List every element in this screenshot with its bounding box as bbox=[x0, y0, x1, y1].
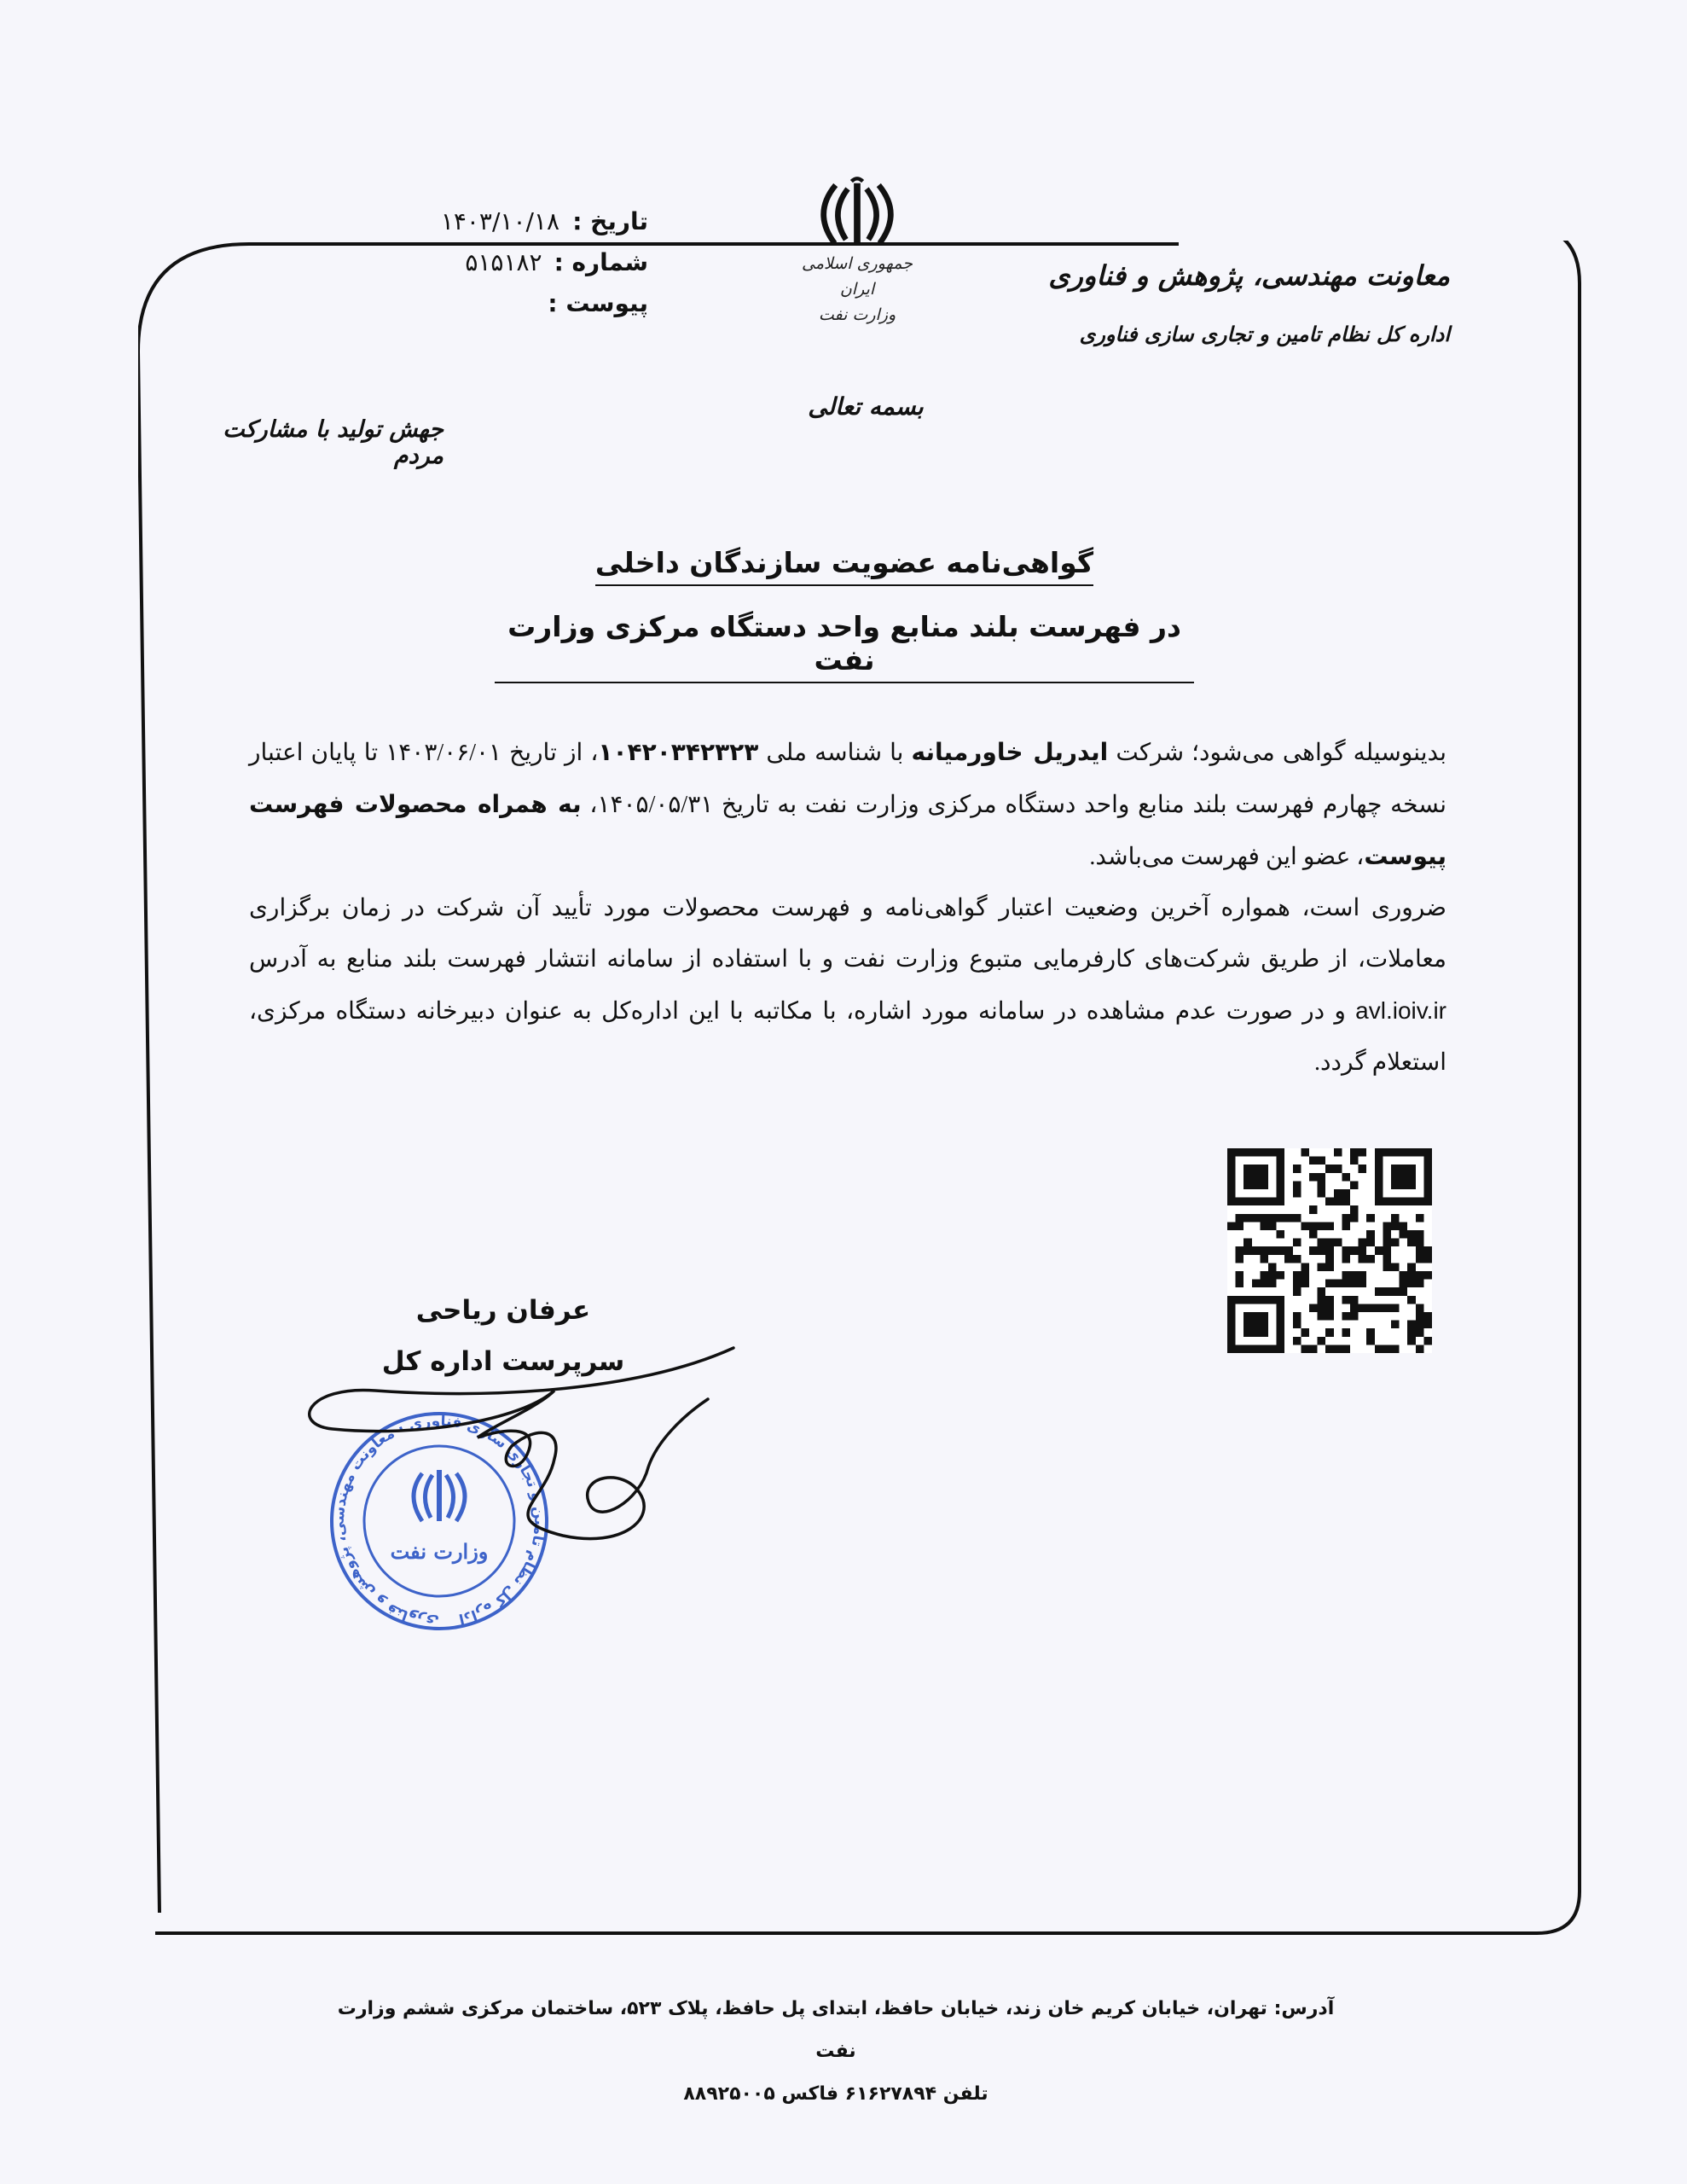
number-value: ۵۱۵۱۸۲ bbox=[465, 248, 542, 276]
signatory-role: سرپرست اداره کل bbox=[381, 1346, 625, 1377]
attached-products-note: به همراه محصولات فهرست پیوست bbox=[249, 790, 1446, 870]
letter-meta bbox=[367, 201, 648, 324]
signatory-name: عرفان ریاحی bbox=[415, 1295, 591, 1326]
p1-text-d: ، عضو این فهرست می‌باشد. bbox=[1089, 844, 1365, 870]
stamp-inner-text: وزارت نفت bbox=[390, 1539, 489, 1564]
date-row bbox=[367, 201, 648, 242]
attachment-row bbox=[367, 283, 648, 324]
footer-address: آدرس: تهران، خیابان کریم خان زند، خیابان حافظ، ابتدای پل حافظ، پلاک ۵۲۳، ساختمان مرکزی ششم وزارت نفت bbox=[337, 1998, 1335, 2062]
stamp-ring-text: اداره کل نظام تامین و تجاری سازی فناوری · معاونت مهندسی، پژوهش و فناوری bbox=[330, 1412, 548, 1630]
number-row bbox=[367, 242, 648, 283]
date-label: تاریخ : bbox=[572, 207, 648, 235]
certificate-body bbox=[249, 727, 1446, 1089]
body-paragraph-2 bbox=[249, 883, 1446, 1089]
certificate-title bbox=[495, 546, 1194, 707]
qr-code bbox=[1225, 1148, 1435, 1353]
issuing-organization bbox=[938, 253, 1450, 353]
national-id: ۱۰۴۲۰۳۴۲۳۲۳ bbox=[598, 738, 759, 766]
company-name: ایدریل خاورمیانه bbox=[911, 738, 1109, 766]
department-name: معاونت مهندسی، پژوهش و فناوری bbox=[1048, 259, 1450, 292]
p1-text-b: با شناسه ملی bbox=[758, 740, 912, 766]
handwritten-signature bbox=[281, 1331, 751, 1570]
footer-phone: تلفن ۶۱۶۲۷۸۹۴ فاکس ۸۸۹۲۵۰۰۵ bbox=[683, 2083, 988, 2105]
p2-text-b: و در صورت عدم مشاهده در سامانه مورد اشاره، با مکاتبه با این اداره‌کل به عنوان دبیرخانه دستگاه مرکزی، استعلام گردد. bbox=[249, 998, 1446, 1076]
emblem-caption-ministry: وزارت نفت bbox=[818, 305, 896, 324]
p2-text-a: ضروری است، همواره آخرین وضعیت اعتبار گواهی‌نامه و فهرست محصولات مورد تأیید آن شرکت در زمان برگزاری معاملات، از طریق شرکت‌های کارفرمایی متبوع وزارت نفت و با استفاده از سامانه انتشار فهرست بلند منابع به آدرس bbox=[249, 895, 1446, 973]
year-slogan: جهش تولید با مشارکت مردم bbox=[223, 416, 443, 469]
p1-text-a: بدینوسیله گواهی می‌شود؛ شرکت bbox=[1108, 740, 1446, 766]
body-paragraph-1 bbox=[249, 727, 1446, 883]
emblem-icon bbox=[810, 176, 904, 251]
p1-text-c: ، از تاریخ ۱۴۰۳/۰۶/۰۱ تا پایان اعتبار نسخه چهارم فهرست بلند منابع واحد دستگاه مرکزی وزارت نفت به تاریخ ۱۴۰۵/۰۵/۳۱، bbox=[249, 740, 1446, 818]
letter-frame bbox=[138, 241, 1583, 1937]
date-value: ۱۴۰۳/۱۰/۱۸ bbox=[440, 207, 559, 235]
title-line-1: گواهی‌نامه عضویت سازندگان داخلی bbox=[595, 546, 1093, 586]
emblem-caption-country: جمهوری اسلامی ایران bbox=[802, 254, 913, 299]
attachment-label: پیوست : bbox=[548, 289, 648, 317]
letter-footer bbox=[324, 1988, 1348, 2116]
title-line-2: در فهرست بلند منابع واحد دستگاه مرکزی وزارت نفت bbox=[495, 610, 1194, 683]
subdepartment-name: اداره کل نظام تامین و تجاری سازی فناوری bbox=[1079, 322, 1450, 346]
avl-url: avl.ioiv.ir bbox=[1355, 997, 1446, 1024]
national-emblem bbox=[793, 176, 921, 328]
number-label: شماره : bbox=[554, 248, 648, 276]
basmala: بسمه تعالی bbox=[808, 392, 924, 421]
